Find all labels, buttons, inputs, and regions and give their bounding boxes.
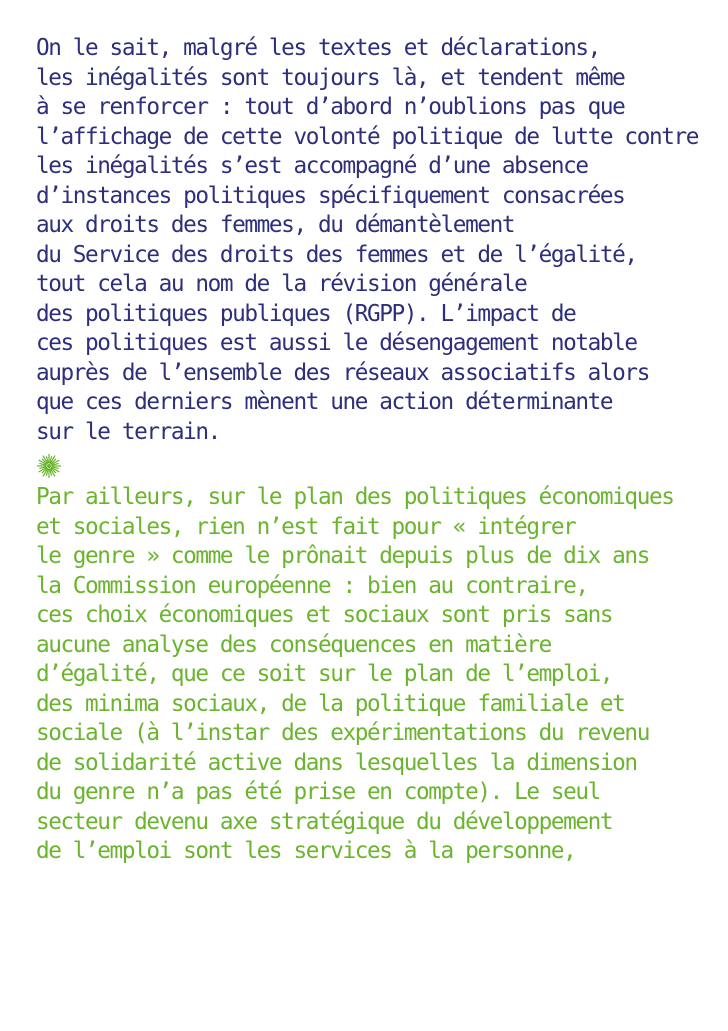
text-line: du Service des droits des femmes et de l’égalité, [36, 241, 637, 268]
text-line: le genre » comme le prônait depuis plus de dix ans [36, 543, 649, 569]
text-line: la Commission européenne : bien au contraire, [36, 572, 588, 599]
text-line: de solidarité active dans lesquelles la dimension [36, 749, 637, 776]
text-line: tout cela au nom de la révision générale [36, 271, 527, 297]
text-line: du genre n’a pas été prise en compte). Le seul [36, 779, 600, 805]
text-line: et sociales, rien n’est fait pour « intégrer [36, 513, 576, 540]
text-line: sur le terrain. [36, 418, 220, 445]
text-line: d’égalité, que ce soit sur le plan de l’emploi, [36, 661, 613, 687]
text-line: sociale (à l’instar des expérimentations du revenu [36, 720, 649, 746]
text-line: ces choix économiques et sociaux sont pris sans [36, 602, 613, 628]
text-line: aux droits des femmes, du démantèlement [36, 212, 515, 238]
text-line: les inégalités sont toujours là, et tendent même [36, 64, 625, 91]
document-page [36, 34, 716, 867]
text-line: d’instances politiques spécifiquement consacrées [36, 182, 625, 209]
text-line: ces politiques est aussi le désengagement notable [36, 330, 637, 356]
starburst-center [47, 464, 51, 468]
text-line: des politiques publiques (RGPP). L’impact de [36, 300, 576, 327]
text-line: On le sait, malgré les textes et déclarations, [36, 35, 600, 61]
text-line: aucune analyse des conséquences en matière [36, 631, 551, 658]
paragraph-rgpp [36, 34, 716, 447]
text-line: de l’emploi sont les services à la personne, [36, 838, 576, 864]
text-line: les inégalités s’est accompagné d’une absence [36, 153, 588, 179]
text-line: l’affichage de cette volonté politique de lutte contre [36, 123, 698, 150]
starburst-icon [36, 453, 62, 479]
text-line: des minima sociaux, de la politique familiale et [36, 690, 625, 717]
text-line: secteur devenu axe stratégique du développement [36, 808, 613, 835]
text-line: à se renforcer : tout d’abord n’oublions pas que [36, 94, 625, 120]
text-line: auprès de l’ensemble des réseaux associatifs alors [36, 359, 649, 386]
text-line: Par ailleurs, sur le plan des politiques économiques [36, 484, 674, 510]
text-line: que ces derniers mènent une action déterminante [36, 389, 613, 415]
paragraph-politiques-economiques [36, 483, 716, 867]
